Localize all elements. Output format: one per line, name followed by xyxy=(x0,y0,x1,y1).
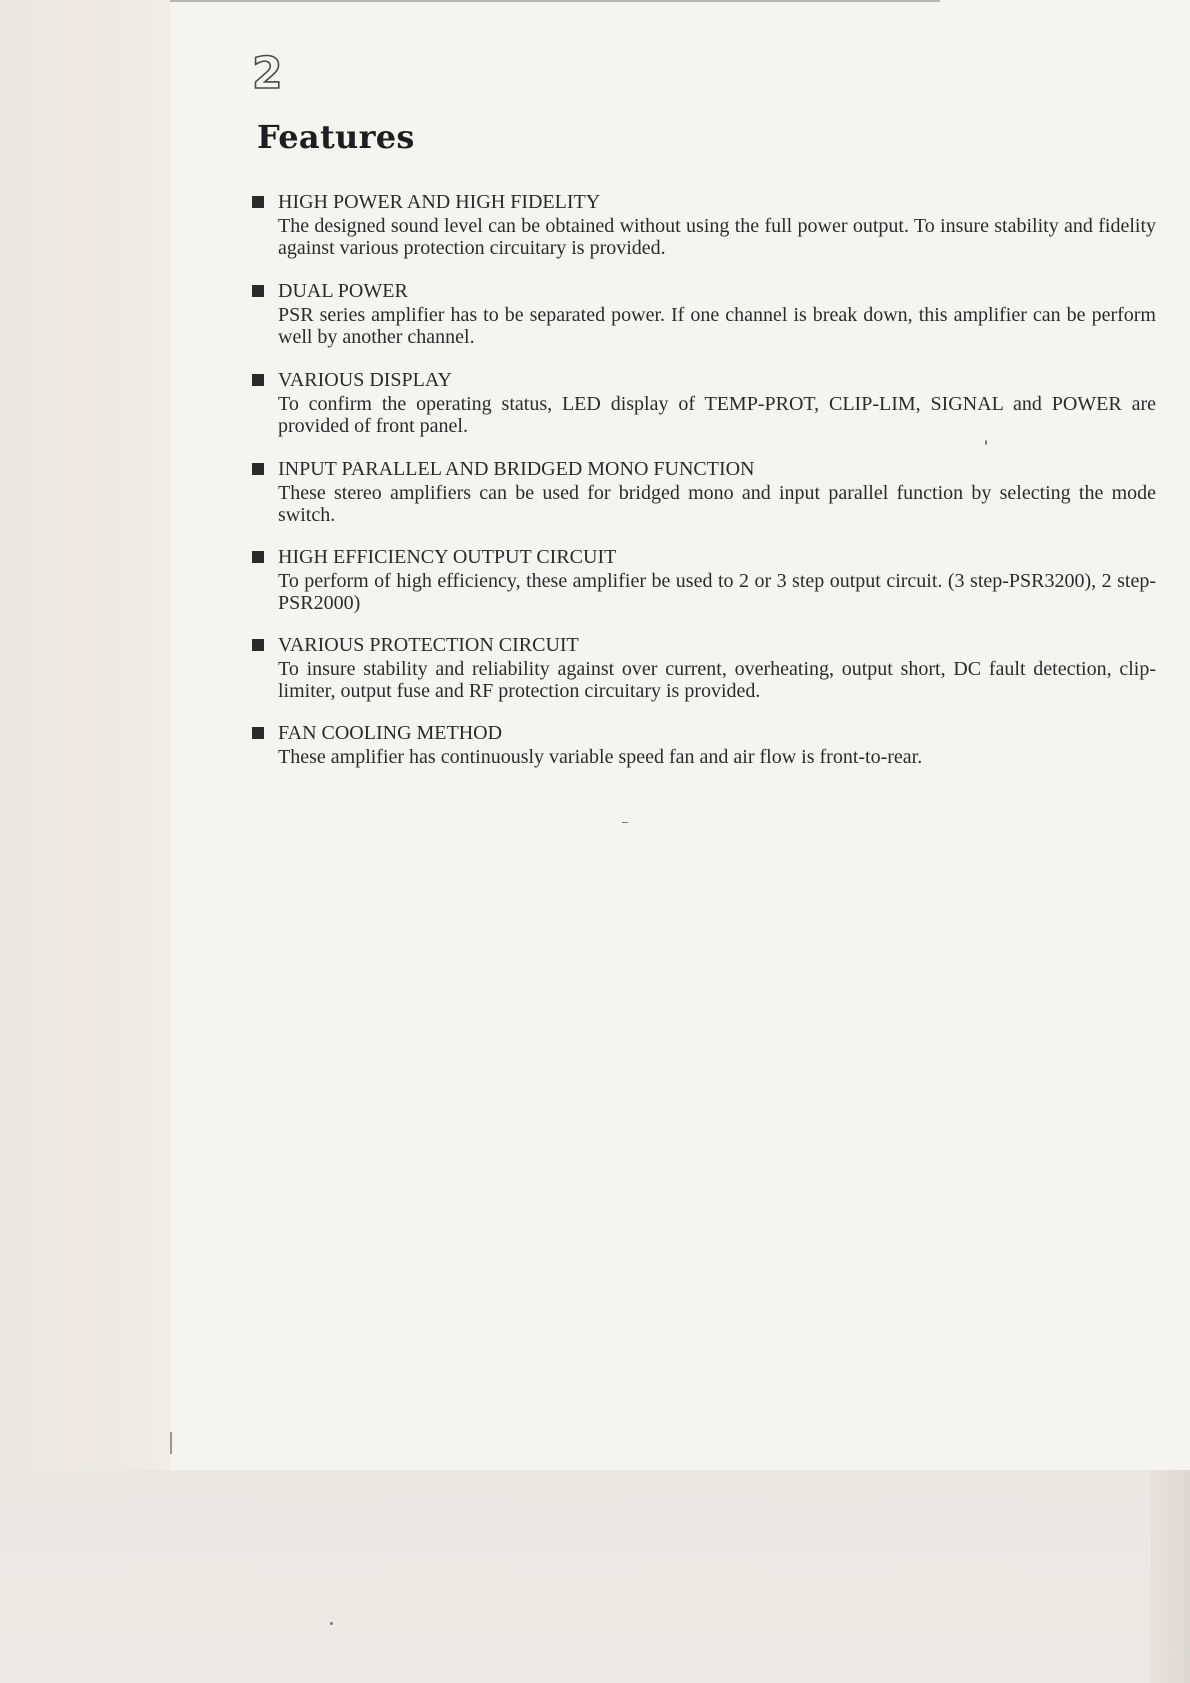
square-bullet-icon xyxy=(252,551,264,563)
feature-heading xyxy=(252,634,1157,658)
feature-heading xyxy=(252,458,1157,482)
scan-speck xyxy=(330,1622,333,1625)
square-bullet-icon xyxy=(252,285,264,297)
feature-title: HIGH POWER AND HIGH FIDELITY xyxy=(278,191,601,213)
feature-item xyxy=(252,546,1157,614)
feature-title: VARIOUS DISPLAY xyxy=(278,369,452,391)
feature-description: To insure stability and reliability against over current, overheating, output short, DC fault detection, clip-limiter, output fuse and RF protection circuitary is provided. xyxy=(278,658,1156,702)
scan-speck xyxy=(985,440,987,445)
top-edge-rule xyxy=(170,0,940,2)
feature-item xyxy=(252,280,1157,348)
feature-item xyxy=(252,722,1157,768)
feature-heading xyxy=(252,280,1157,304)
scan-right-shadow xyxy=(1150,1470,1190,1683)
feature-title: HIGH EFFICIENCY OUTPUT CIRCUIT xyxy=(278,546,617,568)
feature-description: The designed sound level can be obtained without using the full power output. To insure stability and fidelity against various protection circuitary is provided. xyxy=(278,215,1156,259)
feature-description: To confirm the operating status, LED display of TEMP-PROT, CLIP-LIM, SIGNAL and POWER are provided of front panel. xyxy=(278,393,1156,437)
square-bullet-icon xyxy=(252,463,264,475)
square-bullet-icon xyxy=(252,374,264,386)
feature-title: INPUT PARALLEL AND BRIDGED MONO FUNCTION xyxy=(278,458,755,480)
feature-title: DUAL POWER xyxy=(278,280,408,302)
feature-item xyxy=(252,191,1157,259)
page-title: Features xyxy=(257,118,415,156)
feature-description: These stereo amplifiers can be used for bridged mono and input parallel function by selecting the mode switch. xyxy=(278,482,1156,526)
scan-speck xyxy=(622,822,628,823)
feature-item xyxy=(252,634,1157,702)
feature-item xyxy=(252,458,1157,526)
square-bullet-icon xyxy=(252,727,264,739)
feature-heading xyxy=(252,369,1157,393)
feature-title: VARIOUS PROTECTION CIRCUIT xyxy=(278,634,579,656)
square-bullet-icon xyxy=(252,196,264,208)
feature-title: FAN COOLING METHOD xyxy=(278,722,503,744)
scan-left-margin xyxy=(0,0,170,1683)
feature-heading xyxy=(252,722,1157,746)
feature-item xyxy=(252,369,1157,437)
square-bullet-icon xyxy=(252,639,264,651)
chapter-number: 2 xyxy=(252,48,283,99)
feature-description: PSR series amplifier has to be separated power. If one channel is break down, this amplifier can be perform well by another channel. xyxy=(278,304,1156,348)
feature-description: To perform of high efficiency, these amplifier be used to 2 or 3 step output circuit. (3 step-PSR3200), 2 step-PSR2000) xyxy=(278,570,1156,614)
scan-edge-mark xyxy=(170,1432,172,1454)
feature-heading xyxy=(252,546,1157,570)
feature-heading xyxy=(252,191,1157,215)
scan-bottom-margin xyxy=(0,1470,1190,1683)
feature-description: These amplifier has continuously variable speed fan and air flow is front-to-rear. xyxy=(278,746,923,768)
